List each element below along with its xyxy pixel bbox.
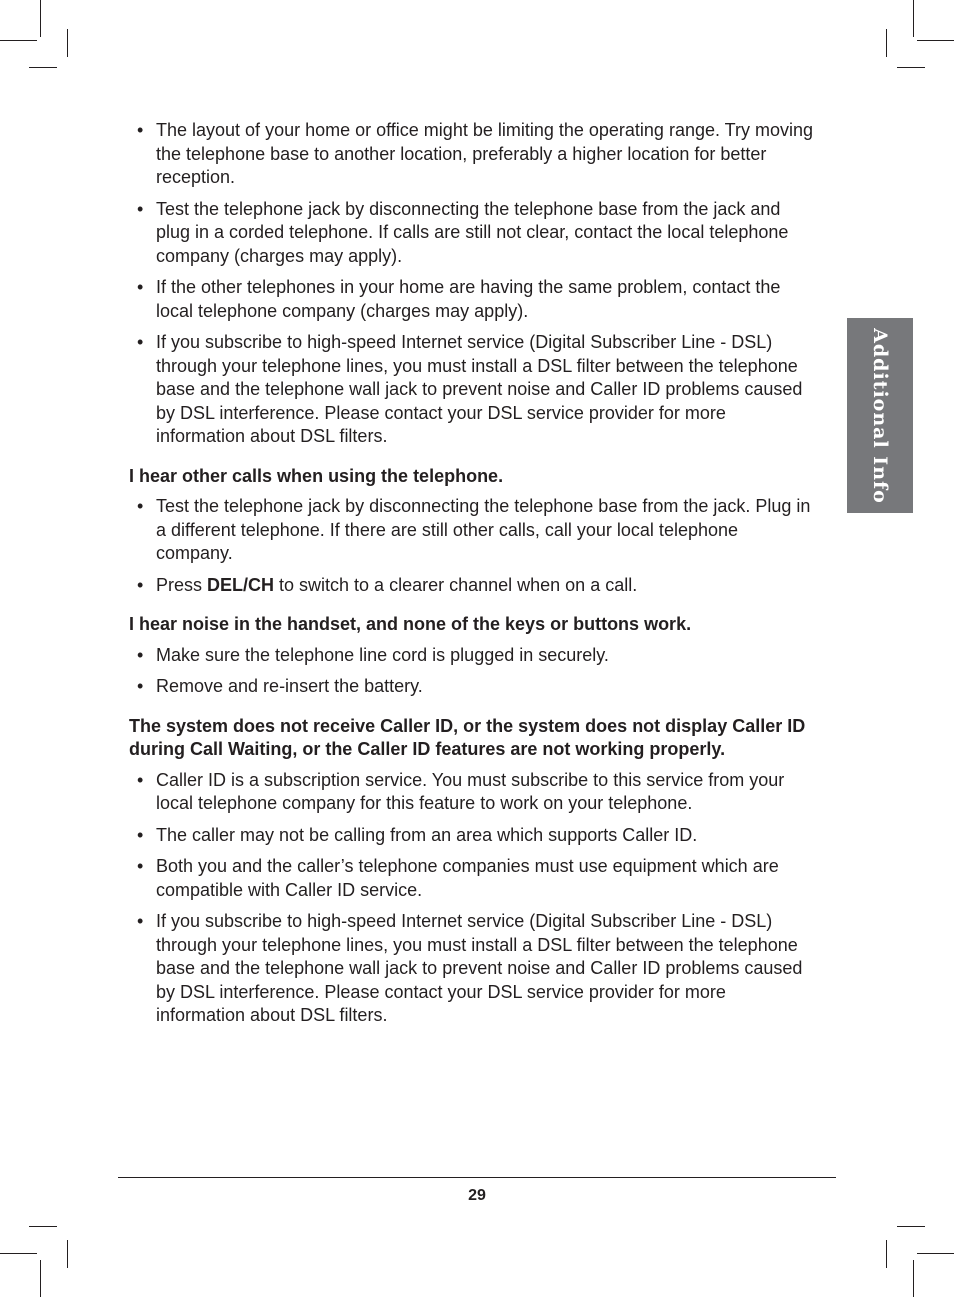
bullet-icon: • — [137, 120, 144, 140]
crop-mark — [29, 1226, 57, 1227]
crop-mark — [917, 1253, 954, 1254]
page-content — [129, 119, 819, 1036]
bullet-icon: • — [137, 769, 144, 790]
crop-mark — [67, 1240, 68, 1268]
crop-mark — [917, 40, 954, 41]
crop-mark — [897, 67, 925, 68]
page-number: 29 — [468, 1187, 486, 1204]
crop-mark — [913, 1260, 914, 1297]
section-heading-other-calls: I hear other calls when using the telephone. — [129, 465, 504, 486]
bullet-icon: • — [137, 332, 144, 352]
list-item: • Caller ID is a subscription service. You must subscribe to this service from your local telephone company for this feature to work on your telephone. — [137, 769, 785, 813]
bullet-icon: • — [137, 496, 144, 516]
list-item: • If you subscribe to high-speed Internet service (Digital Subscriber Line - DSL) through your telephone lines, you must install a DSL filter between the telephone base and the telephone wall jack to prevent noise and Caller ID problems caused by DSL interference. Please contact your DSL service provider for more information about DSL filters. — [137, 332, 803, 446]
bullet-icon: • — [137, 856, 144, 876]
crop-mark — [40, 1260, 41, 1297]
list-item: • Remove and re-insert the battery. — [129, 675, 819, 699]
bullet-icon: • — [137, 198, 144, 219]
list-item: • Test the telephone jack by disconnecting the telephone base from the jack. Plug in a different telephone. If there are still other calls, call your local telephone company. — [137, 496, 811, 563]
section-tab-label: Additional Info — [869, 327, 892, 504]
bullet-icon: • — [137, 824, 144, 845]
bullet-icon: • — [137, 644, 144, 665]
crop-mark — [29, 67, 57, 68]
key-name: DEL/CH — [207, 574, 275, 595]
crop-mark — [897, 1226, 925, 1227]
list-item: • Test the telephone jack by disconnecting the telephone base from the jack and plug in a corded telephone. If calls are still not clear, contact the local telephone company (charges may apply). — [137, 198, 789, 266]
intro-bullet-list — [129, 119, 819, 449]
section-heading-noise: I hear noise in the handset, and none of the keys or buttons work. — [129, 614, 692, 634]
crop-mark — [0, 1253, 37, 1254]
list-item: • Make sure the telephone line cord is plugged in securely. — [129, 644, 819, 668]
other-calls-bullet-list — [129, 495, 819, 597]
crop-mark — [913, 0, 914, 37]
caller-id-bullet-list — [129, 769, 819, 1028]
crop-mark — [40, 0, 41, 37]
section-heading-caller-id: The system does not receive Caller ID, or the system does not display Caller ID during Call Waiting, or the Caller ID features are not working properly. — [129, 715, 806, 759]
bullet-icon: • — [137, 911, 144, 931]
bullet-icon: • — [137, 676, 144, 696]
list-item: • Press DEL/CH to switch to a clearer channel when on a call. — [129, 574, 819, 598]
bullet-icon: • — [137, 574, 144, 595]
list-item: • If you subscribe to high-speed Internet service (Digital Subscriber Line - DSL) through your telephone lines, you must install a DSL filter between the telephone base and the telephone wall jack to prevent noise and Caller ID problems caused by DSL interference. Please contact your DSL service provider for more information about DSL filters. — [137, 911, 803, 1025]
crop-mark — [0, 40, 37, 41]
list-item: • The layout of your home or office might be limiting the operating range. Try moving the telephone base to another location, preferably a higher location for better reception. — [137, 120, 814, 187]
footer-divider — [118, 1177, 836, 1178]
section-tab — [847, 318, 913, 513]
crop-mark — [886, 29, 887, 57]
bullet-icon: • — [137, 277, 144, 297]
list-item: • Both you and the caller’s telephone companies must use equipment which are compatible with Caller ID service. — [137, 856, 779, 900]
noise-bullet-list — [129, 644, 819, 699]
crop-mark — [886, 1240, 887, 1268]
list-item: • The caller may not be calling from an area which supports Caller ID. — [129, 824, 819, 848]
list-item: • If the other telephones in your home are having the same problem, contact the local telephone company (charges may apply). — [137, 277, 781, 321]
crop-mark — [67, 29, 68, 57]
